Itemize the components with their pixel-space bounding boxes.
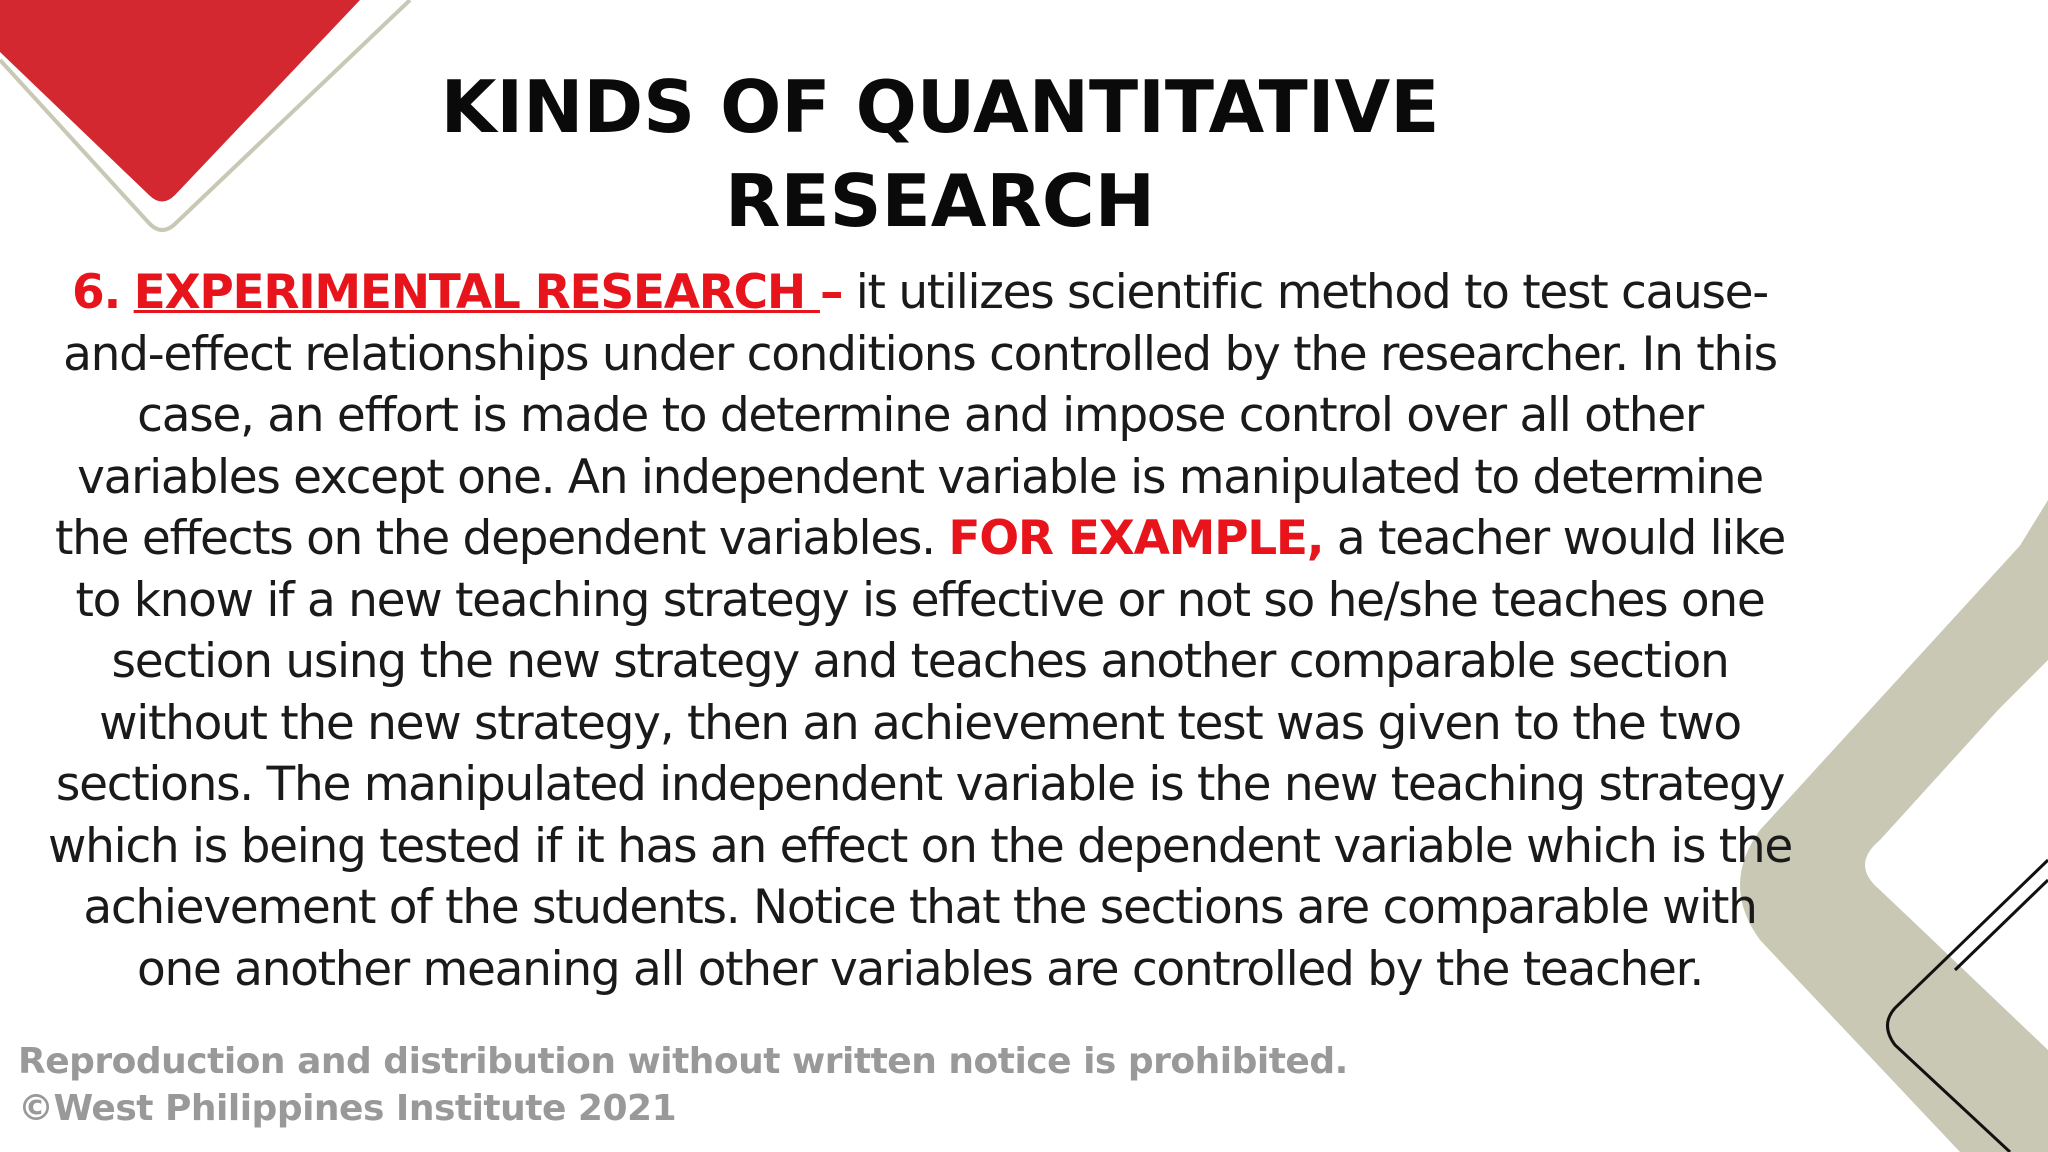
right-black-line (1955, 880, 2048, 970)
title-line-2: RESEARCH (725, 159, 1155, 243)
footer-notice: Reproduction and distribution without written notice is prohibited. (18, 1041, 1348, 1082)
example-label: FOR EXAMPLE, (948, 511, 1324, 566)
title-line-1: KINDS OF QUANTITATIVE (440, 65, 1440, 149)
example-text: a teacher would like to know if a new teaching strategy is effective or not so he/she teaches one section using the new strategy and teaches another comparable section without the new strategy, then an achievement test was given to the two sections. The manipulated independent variable is the new teaching strategy which is being tested if it has an effect on the dependent variable which is the achievement of the students. Notice that the sections are comparable with one another meaning all other variables are controlled by the teacher. (47, 511, 1793, 997)
item-number: 6. (72, 265, 121, 320)
definition-text: it utilizes scientific method to test cause-and-effect relationships under conditions controlled by the researcher. In this case, an effort is made to determine and impose control over all other variables except one. An independent variable is manipulated to determine the effects on the dependent variables. (54, 265, 1777, 566)
copyright-footer (18, 1038, 1348, 1132)
term-heading: EXPERIMENTAL RESEARCH (133, 265, 820, 320)
body-paragraph (40, 262, 1800, 1000)
footer-copyright: ©West Philippines Institute 2021 (18, 1088, 677, 1129)
slide-title (330, 60, 1550, 248)
term-dash: – (819, 265, 843, 320)
